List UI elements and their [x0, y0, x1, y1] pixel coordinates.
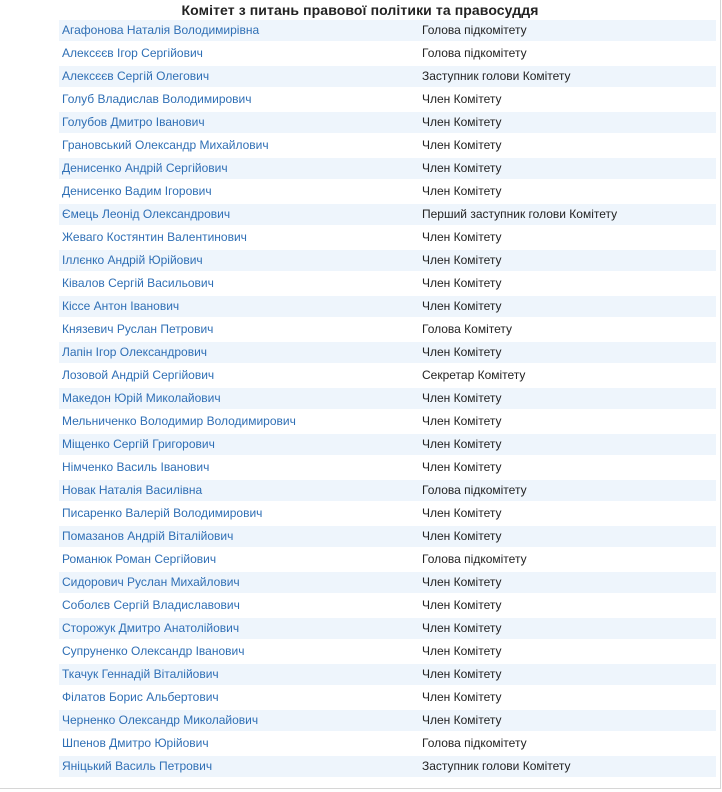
member-role: Член Комітету	[419, 526, 716, 549]
member-role: Заступник голови Комітету	[419, 66, 716, 89]
member-name-link[interactable]: Денисенко Андрій Сергійович	[59, 158, 419, 181]
table-row	[59, 756, 716, 779]
member-name-link[interactable]: Сидорович Руслан Михайлович	[59, 572, 419, 595]
member-role: Голова Комітету	[419, 319, 716, 342]
table-row	[59, 733, 716, 756]
member-name-link[interactable]: Ткачук Геннадій Віталійович	[59, 664, 419, 687]
member-role: Член Комітету	[419, 457, 716, 480]
table-row	[59, 388, 716, 411]
table-row	[59, 181, 716, 204]
member-role: Член Комітету	[419, 572, 716, 595]
member-name-link[interactable]: Помазанов Андрій Віталійович	[59, 526, 419, 549]
member-name-link[interactable]: Голуб Владислав Володимирович	[59, 89, 419, 112]
member-name-link[interactable]: Сторожук Дмитро Анатолійович	[59, 618, 419, 641]
member-name-link[interactable]: Лозовой Андрій Сергійович	[59, 365, 419, 388]
member-name-link[interactable]: Кіссе Антон Іванович	[59, 296, 419, 319]
member-name-link[interactable]: Денисенко Вадим Ігорович	[59, 181, 419, 204]
member-role: Голова підкомітету	[419, 43, 716, 66]
member-name-link[interactable]: Німченко Василь Іванович	[59, 457, 419, 480]
member-name-link[interactable]: Князевич Руслан Петрович	[59, 319, 419, 342]
table-row	[59, 43, 716, 66]
member-role: Член Комітету	[419, 503, 716, 526]
members-table-body	[59, 20, 716, 779]
table-row	[59, 158, 716, 181]
member-name-link[interactable]: Македон Юрій Миколайович	[59, 388, 419, 411]
table-row	[59, 319, 716, 342]
table-row	[59, 434, 716, 457]
member-role: Член Комітету	[419, 296, 716, 319]
table-row	[59, 457, 716, 480]
table-row	[59, 20, 716, 43]
member-name-link[interactable]: Алексєєв Сергій Олегович	[59, 66, 419, 89]
member-role: Член Комітету	[419, 595, 716, 618]
table-row	[59, 503, 716, 526]
member-name-link[interactable]: Жеваго Костянтин Валентинович	[59, 227, 419, 250]
member-name-link[interactable]: Супруненко Олександр Іванович	[59, 641, 419, 664]
member-role: Член Комітету	[419, 135, 716, 158]
table-row	[59, 250, 716, 273]
committee-title: Комітет з питань правової політики та правосуддя	[181, 2, 539, 18]
members-table	[59, 20, 716, 779]
member-role: Член Комітету	[419, 710, 716, 733]
member-name-link[interactable]: Черненко Олександр Миколайович	[59, 710, 419, 733]
member-role: Член Комітету	[419, 112, 716, 135]
member-name-link[interactable]: Соболєв Сергій Владиславович	[59, 595, 419, 618]
member-role: Член Комітету	[419, 158, 716, 181]
table-row	[59, 66, 716, 89]
member-role: Член Комітету	[419, 641, 716, 664]
member-role: Голова підкомітету	[419, 480, 716, 503]
member-role: Член Комітету	[419, 250, 716, 273]
table-row	[59, 572, 716, 595]
table-row	[59, 641, 716, 664]
table-row	[59, 89, 716, 112]
table-row	[59, 526, 716, 549]
member-name-link[interactable]: Ємець Леонід Олександрович	[59, 204, 419, 227]
table-row	[59, 710, 716, 733]
member-role: Заступник голови Комітету	[419, 756, 716, 779]
member-name-link[interactable]: Міщенко Сергій Григорович	[59, 434, 419, 457]
member-name-link[interactable]: Агафонова Наталія Володимирівна	[59, 20, 419, 43]
member-role: Голова підкомітету	[419, 549, 716, 572]
member-name-link[interactable]: Яніцький Василь Петрович	[59, 756, 419, 779]
member-role: Член Комітету	[419, 89, 716, 112]
member-role: Член Комітету	[419, 664, 716, 687]
member-name-link[interactable]: Філатов Борис Альбертович	[59, 687, 419, 710]
member-role: Член Комітету	[419, 434, 716, 457]
table-row	[59, 112, 716, 135]
member-name-link[interactable]: Шпенов Дмитро Юрійович	[59, 733, 419, 756]
member-role: Член Комітету	[419, 411, 716, 434]
table-row	[59, 664, 716, 687]
table-row	[59, 618, 716, 641]
member-name-link[interactable]: Іллєнко Андрій Юрійович	[59, 250, 419, 273]
table-row	[59, 342, 716, 365]
member-role: Секретар Комітету	[419, 365, 716, 388]
table-row	[59, 365, 716, 388]
member-name-link[interactable]: Голубов Дмитро Іванович	[59, 112, 419, 135]
table-row	[59, 273, 716, 296]
member-name-link[interactable]: Алексєєв Ігор Сергійович	[59, 43, 419, 66]
member-name-link[interactable]: Мельниченко Володимир Володимирович	[59, 411, 419, 434]
member-name-link[interactable]: Ківалов Сергій Васильович	[59, 273, 419, 296]
table-row	[59, 549, 716, 572]
member-name-link[interactable]: Лапін Ігор Олександрович	[59, 342, 419, 365]
member-role: Член Комітету	[419, 227, 716, 250]
member-role: Голова підкомітету	[419, 733, 716, 756]
member-role: Член Комітету	[419, 273, 716, 296]
table-row	[59, 411, 716, 434]
member-role: Голова підкомітету	[419, 20, 716, 43]
table-row	[59, 595, 716, 618]
member-name-link[interactable]: Писаренко Валерій Володимирович	[59, 503, 419, 526]
member-role: Перший заступник голови Комітету	[419, 204, 716, 227]
table-row	[59, 227, 716, 250]
member-name-link[interactable]: Грановський Олександр Михайлович	[59, 135, 419, 158]
table-row	[59, 135, 716, 158]
table-row	[59, 480, 716, 503]
member-role: Член Комітету	[419, 181, 716, 204]
table-row	[59, 204, 716, 227]
member-role: Член Комітету	[419, 388, 716, 411]
table-row	[59, 296, 716, 319]
member-role: Член Комітету	[419, 342, 716, 365]
table-row	[59, 687, 716, 710]
member-role: Член Комітету	[419, 687, 716, 710]
member-name-link[interactable]: Новак Наталія Василівна	[59, 480, 419, 503]
member-name-link[interactable]: Романюк Роман Сергійович	[59, 549, 419, 572]
member-role: Член Комітету	[419, 618, 716, 641]
